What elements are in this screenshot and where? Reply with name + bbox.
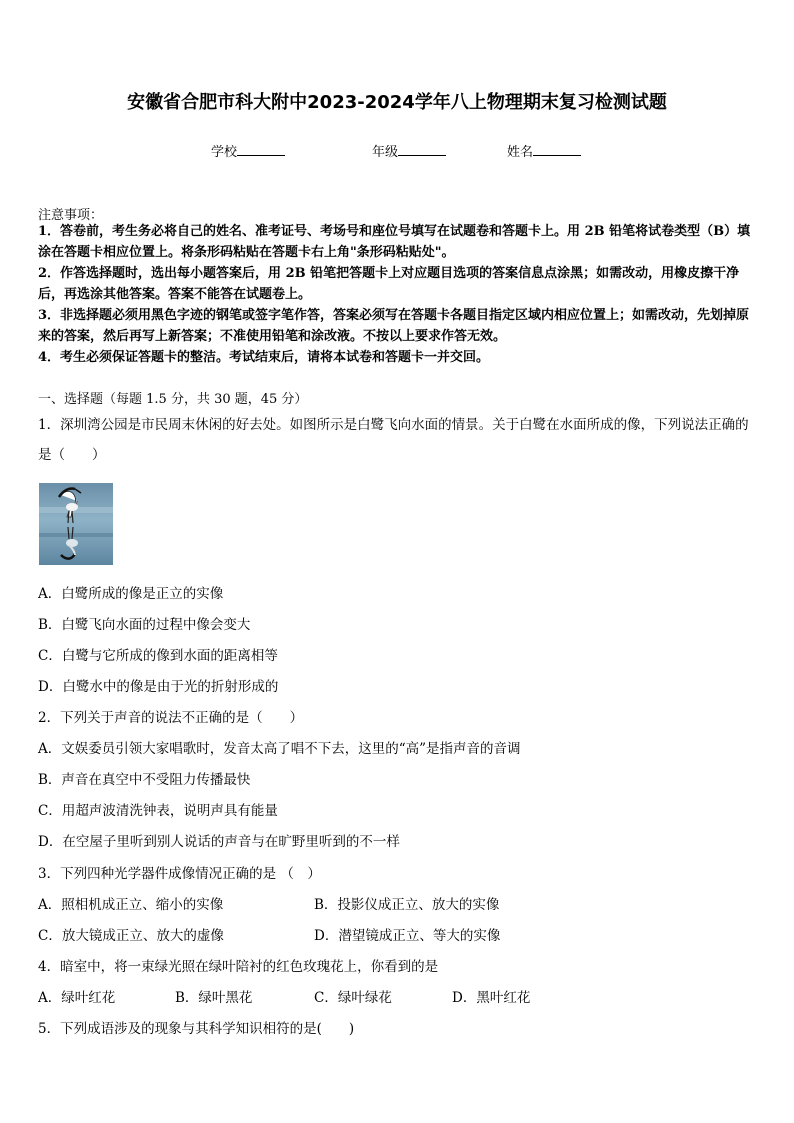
- question-5-stem: 5．下列成语涉及的现象与其科学知识相符的是( ): [38, 1021, 355, 1037]
- option: A．绿叶红花: [38, 990, 116, 1006]
- option: A．白鹭所成的像是正立的实像: [38, 586, 224, 602]
- egret-image: [39, 483, 113, 565]
- school-label: 学校: [211, 145, 238, 160]
- question-2-stem: 2．下列关于声音的说法不正确的是（ ）: [38, 710, 304, 726]
- option: C．放大镜成正立、放大的虚像: [38, 928, 224, 944]
- notice-item: 2．作答选择题时，选出每小题答案后，用 2B 铅笔把答题卡上对应题目选项的答案信息点涂黑；如需改动，用橡皮擦干净后，再选涂其他答案。答案不能答在试题卷上。: [38, 266, 740, 302]
- option: B．绿叶黑花: [175, 990, 253, 1006]
- egret-photo: [39, 483, 113, 565]
- option: D．白鹭水中的像是由于光的折射形成的: [38, 679, 279, 695]
- school-blank: [237, 143, 285, 156]
- option: A．文娱委员引领大家唱歌时，发音太高了唱不下去，这里的“高”是指声音的音调: [38, 741, 521, 757]
- notice-heading: 注意事项：: [38, 208, 104, 223]
- option: B．声音在真空中不受阻力传播最快: [38, 772, 251, 788]
- option: B．白鹭飞向水面的过程中像会变大: [38, 617, 251, 633]
- grade-field: [372, 141, 446, 160]
- name-field: [507, 141, 581, 160]
- school-field: [211, 141, 285, 160]
- question-1-stem: 1．深圳湾公园是市民周末休闲的好去处。如图所示是白鹭飞向水面的情景。关于白鹭在水面所成的像，下列说法正确的是（ ）: [38, 417, 749, 463]
- question-3-stem: 3．下列四种光学器件成像情况正确的是 （ ）: [38, 866, 321, 882]
- option: C．白鹭与它所成的像到水面的距离相等: [38, 648, 278, 664]
- question-4-stem: 4．暗室中，将一束绿光照在绿叶陪衬的红色玫瑰花上，你看到的是: [38, 959, 439, 975]
- notice-item: 3．非选择题必须用黑色字迹的钢笔或签字笔作答，答案必须写在答题卡各题目指定区域内相应位置上；如需改动，先划掉原来的答案，然后再写上新答案；不准使用铅笔和涂改液。不按以上要求作答无效。: [38, 308, 750, 344]
- option: B．投影仪成正立、放大的实像: [314, 897, 500, 913]
- name-label: 姓名: [507, 145, 534, 160]
- option: D．在空屋子里听到别人说话的声音与在旷野里听到的不一样: [38, 834, 400, 850]
- option: C．用超声波清洗钟表，说明声具有能量: [38, 803, 278, 819]
- grade-label: 年级: [372, 145, 399, 160]
- section-title: 一、选择题（每题 1.5 分，共 30 题，45 分）: [38, 392, 308, 407]
- option: D．黑叶红花: [452, 990, 531, 1006]
- option: A．照相机成正立、缩小的实像: [38, 897, 224, 913]
- notice-item: 4．考生必须保证答题卡的整洁。考试结束后，请将本试卷和答题卡一并交回。: [38, 350, 490, 365]
- exam-title: 安徽省合肥市科大附中2023-2024学年八上物理期末复习检测试题: [127, 92, 667, 113]
- name-blank: [533, 143, 581, 156]
- option: D．潜望镜成正立、等大的实像: [314, 928, 501, 944]
- notice-item: 1．答卷前，考生务必将自己的姓名、准考证号、考场号和座位号填写在试题卷和答题卡上。用 2B 铅笔将试卷类型（B）填涂在答题卡相应位置上。将条形码粘贴在答题卡右上角"条形码粘贴处"。: [38, 224, 751, 260]
- option: C．绿叶绿花: [314, 990, 392, 1006]
- grade-blank: [398, 143, 446, 156]
